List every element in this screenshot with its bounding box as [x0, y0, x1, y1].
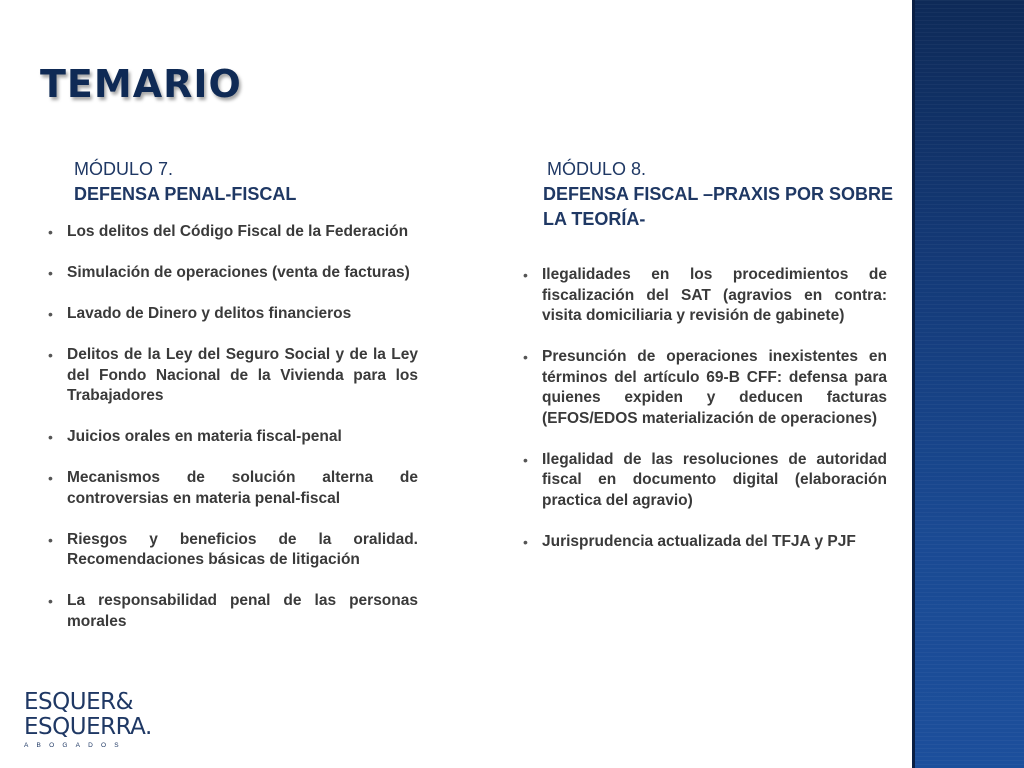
- list-item: • Jurisprudencia actualizada del TFJA y PJF: [523, 532, 887, 553]
- logo-subtitle: ABOGADOS: [24, 742, 127, 749]
- list-item: • Los delitos del Código Fiscal de la Federación: [48, 222, 418, 243]
- list-item: • La responsabilidad penal de las personas morales: [48, 591, 418, 632]
- list-item: • Lavado de Dinero y delitos financieros: [48, 304, 418, 325]
- logo-line-1: ESQUER&: [24, 689, 134, 715]
- list-item: • Presunción de operaciones inexistentes en términos del artículo 69-B CFF: defensa para quienes expiden y deducen facturas (EFOS/EDOS materialización de operaciones): [523, 347, 887, 429]
- list-item: • Delitos de la Ley del Seguro Social y de la Ley del Fondo Nacional de la Vivienda para los Trabajadores: [48, 345, 418, 407]
- module-7-topic-list: [48, 222, 418, 653]
- logo-line-2: ESQUERRA.: [24, 714, 152, 740]
- list-item: • Simulación de operaciones (venta de facturas): [48, 263, 418, 284]
- list-item: • Ilegalidad de las resoluciones de autoridad fiscal en documento digital (elaboración practica del agravio): [523, 450, 887, 512]
- module-8-number: MÓDULO 8.: [547, 159, 647, 179]
- list-item: • Ilegalidades en los procedimientos de fiscalización del SAT (agravios en contra: visita domiciliaria y revisión de gabinete): [523, 265, 887, 327]
- firm-logo: [24, 690, 164, 752]
- list-item: • Juicios orales en materia fiscal-penal: [48, 427, 418, 448]
- module-8-heading: [543, 157, 903, 232]
- page-title: TEMARIO: [40, 62, 242, 106]
- module-8-name: DEFENSA FISCAL –PRAXIS POR SOBRE LA TEORÍA-: [543, 184, 894, 229]
- module-8-topic-list: [523, 265, 887, 573]
- module-7-number: MÓDULO 7.: [74, 159, 174, 179]
- list-item: • Mecanismos de solución alterna de controversias en materia penal-fiscal: [48, 468, 418, 509]
- list-item: • Riesgos y beneficios de la oralidad. Recomendaciones básicas de litigación: [48, 530, 418, 571]
- module-7-name: DEFENSA PENAL-FISCAL: [74, 184, 297, 204]
- module-7-heading: [74, 157, 296, 207]
- decorative-side-band: [912, 0, 1024, 768]
